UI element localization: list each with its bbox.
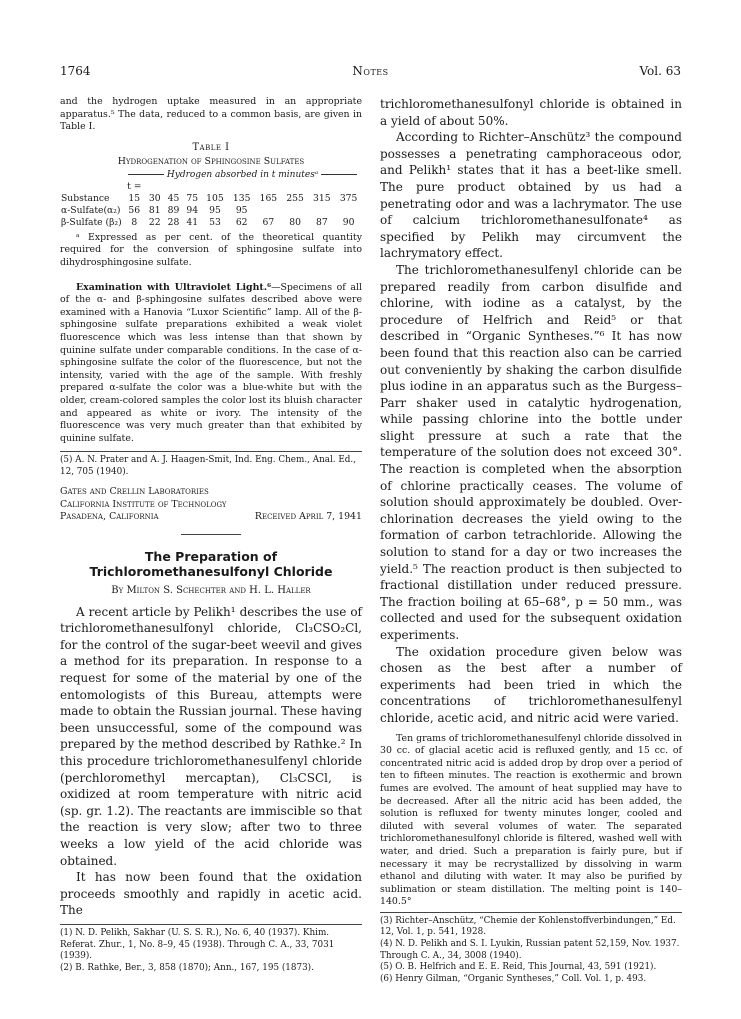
footnote-6: (6) Henry Gilman, “Organic Syntheses,” Coll. Vol. 1, p. 493.	[380, 973, 647, 984]
left-column	[60, 96, 362, 974]
article-title: The Preparation of Trichloromethanesulfonyl Chloride	[89, 548, 333, 579]
table-cell: 22	[148, 216, 161, 228]
hydrogenation-table	[60, 169, 362, 229]
table-cell: 90	[342, 216, 355, 228]
affiliation-line: California Institute of Technology	[60, 498, 227, 510]
table-row	[60, 217, 362, 229]
table-cell: 67	[262, 216, 275, 228]
table-header-row	[60, 193, 362, 205]
footnote-5: (5) O. B. Helfrich and E. E. Reid, This Journal, 43, 591 (1921).	[380, 962, 657, 973]
received-date: Received April 7, 1941	[254, 511, 362, 523]
volume-label: Vol. 63	[639, 64, 681, 78]
table-cell: 41	[186, 216, 199, 228]
table-cell: 80	[289, 216, 301, 228]
uv-paragraph	[60, 282, 362, 446]
uv-lead: Examination with Ultraviolet Light.⁶	[76, 281, 272, 293]
procedure-paragraph: Ten grams of trichloromethanesulfenyl chloride dissolved in 30 cc. of glacial acetic acid is refluxed gently, and 15 cc. of concentrated nitric acid is added drop by drop over a period of ten to fifteen minutes. The reaction is exothermic and brown fumes are evolved. The amount of heat supplied may have to be decreased. After all the nitric acid has been added, the solution is refluxed for twenty minutes longer, cooled and diluted with several volumes of water. The separated trichloromethanesulfonyl chloride is filtered, washed well with water, and dried. Such a preparation is fairly pure, but if necessary it may be recrystallized by dissolving in warm ethanol and diluting with water. It may also be purified by sublimation or steam distillation. The melting point is 140–140.5°	[380, 732, 682, 908]
table-cell	[335, 205, 362, 217]
table-footnote: ᵃ Expressed as per cent. of the theoretical quantity required for the conversion of sphingosine sulfate into dihydrosphingosine sulfate.	[60, 231, 362, 268]
body-paragraph: trichloromethanesulfonyl chloride is obtained in a yield of about 50%.	[380, 97, 682, 128]
table-cell: 56	[128, 204, 141, 216]
body-paragraph: The trichloromethanesulfenyl chloride can be prepared readily from carbon disulfide and chlorine, with iodine as a catalyst, by the procedure of Helfrich and Reid⁵ or that described in “Organic Syntheses.”⁶ It has now been found that this reaction also can be carried out conveniently by shaking the carbon disulfide plus iodine in an apparatus such as the Burgess–Parr shaker used in catalytic hydrogenation, while passing chlorine into the bottle under slight pressure at such a rate that the temperature of the solution does not exceed 30°. The reaction is completed when the absorption of chlorine practically ceases. The volume of solution should approximately be doubled. Over-chlorination decreases the yield owing to the formation of carbon tetrachloride. Allowing the solution to stand for a day or two increases the yield.⁵ The reaction product is then subjected to fractional distillation under reduced pressure. The fraction boiling at 65–68°, p = 50 mm., was collected and used for the subsequent oxidation experiments.	[380, 262, 682, 642]
table-cell: 94	[186, 204, 199, 216]
intro-text: and the hydrogen uptake measured in an appropriate apparatus.⁵ The data, reduced to a common basis, are given in Table I.	[60, 96, 362, 133]
time-header: 105	[206, 192, 224, 204]
affiliation	[60, 486, 362, 523]
footnote-5: (5) A. N. Prater and A. J. Haagen-Smit, Ind. Eng. Chem., Anal. Ed., 12, 705 (1940).	[60, 455, 357, 477]
table-cell: 62	[235, 216, 248, 228]
table-row	[60, 205, 362, 217]
footnote-divider	[60, 451, 362, 452]
table-cell	[308, 205, 335, 217]
body-paragraph: A recent article by Pelikh¹ describes the use of trichloromethanesulfonyl chloride, Cl₃CSO₂Cl, for the control of the sugar-beet weevil and gives a method for its preparation. In response to a request for some of the material by one of the entomologists of this Bureau, attempts were made to obtain the Russian journal. These having been unsuccessful, some of the compound was prepared by the method described by Rathke.² In this procedure trichloromethanesulfenyl chloride (perchloromethyl mercaptan), Cl₃CSCl, is oxidized at room temperature with nitric acid (sp. gr. 1.2). The reactants are immiscible so that the reaction is very slow; after two to three weeks a low yield of the acid chloride was obtained.	[60, 604, 362, 868]
page-header	[60, 64, 681, 80]
footnote-2: (2) B. Rathke, Ber., 3, 858 (1870); Ann., 167, 195 (1873).	[60, 962, 314, 973]
uv-text: —Specimens of all of the α- and β-sphingosine sulfates described above were examined with a Hanovia “Luxor Scientific” lamp. All of the β-sphingosine sulfate preparations exhibited a weak violet fluorescence which was less intense than that shown by quinine sulfate under comparable conditions. In the case of α-sphingosine sulfate the color of the fluorescence, but not the intensity, varied with the age of the sample. With freshly prepared α-sulfate the color was a blue-white but with the older, cream-colored samples the color lost its bluish character and appeared as white or ivory. The intensity of the fluorescence was very much greater than that exhibited by quinine sulfate.	[60, 281, 362, 444]
substance-name: α-Sulfate(α₂)	[61, 204, 121, 216]
table-cell: 95	[209, 204, 221, 216]
table-cell: 53	[209, 216, 221, 228]
time-header: 165	[259, 192, 278, 204]
table-cell: 87	[315, 216, 328, 228]
table-cell	[255, 205, 282, 217]
time-header: 30	[148, 192, 161, 204]
footnote-4: (4) N. D. Pelikh and S. I. Lyukin, Russian patent 52,159, Nov. 1937. Through C. A., 34, 3008 (1940).	[380, 939, 680, 961]
time-header: 15	[128, 192, 141, 204]
affiliation-line: Pasadena, California	[60, 511, 159, 523]
time-header: 45	[167, 192, 180, 204]
byline: By Milton S. Schechter and H. L. Haller	[111, 584, 311, 596]
table-cell: 8	[131, 216, 138, 228]
table-cell: 89	[167, 204, 180, 216]
table-title: Hydrogenation of Sphingosine Sulfates	[117, 155, 305, 167]
right-column	[380, 96, 682, 985]
substance-name: β-Sulfate (β₂)	[61, 216, 122, 228]
table-cell	[282, 205, 309, 217]
table-span-header: Hydrogen absorbed in t minutesᵃ	[124, 169, 361, 181]
body-paragraph: The oxidation procedure given below was chosen as the best after a number of experiments had been tried in which the concentrations of trichloromethanesulfenyl chloride, acetic acid, and nitric acid were varied.	[380, 644, 682, 725]
affiliation-line: Gates and Crellin Laboratories	[60, 486, 209, 498]
row-label-header: Substance	[61, 192, 110, 204]
body-paragraph: It has now been found that the oxidation proceeds smoothly and rapidly in acetic acid. The	[60, 870, 362, 918]
footnote-1: (1) N. D. Pelikh, Sakhar (U. S. S. R.), No. 6, 40 (1937). Khim. Referat. Zhur., 1, No. 8–9, 45 (1938). Through C. A., 33, 7031 (1939).	[60, 927, 335, 962]
body-paragraph: According to Richter–Anschütz³ the compound possesses a penetrating camphoraceous odor, and Pelikh¹ states that it has a beet-like smell. The pure product obtained by us had a penetrating odor and was a lachrymator. The use of calcium trichloromethanesulfonate⁴ as specified by Pelikh may circumvent the lachrymatory effect.	[380, 130, 682, 261]
footnote-divider	[60, 924, 362, 925]
time-header: 255	[286, 192, 304, 204]
time-header: 375	[339, 192, 358, 204]
time-header: 75	[186, 192, 199, 204]
section-divider	[181, 534, 241, 535]
footnote-divider	[380, 912, 682, 913]
t-label: t =	[127, 180, 142, 192]
page-number: 1764	[60, 64, 91, 78]
table-caption: Table I	[192, 141, 230, 153]
section-title: Notes	[352, 64, 389, 78]
time-header: 135	[232, 192, 251, 204]
table-cell: 81	[148, 204, 161, 216]
table-cell: 95	[235, 204, 248, 216]
footnote-3: (3) Richter–Anschütz, “Chemie der Kohlenstoffverbindungen,” Ed. 12, Vol. 1, p. 541, 1928.	[380, 915, 676, 938]
table-cell: 28	[167, 216, 180, 228]
time-header: 315	[313, 192, 331, 204]
